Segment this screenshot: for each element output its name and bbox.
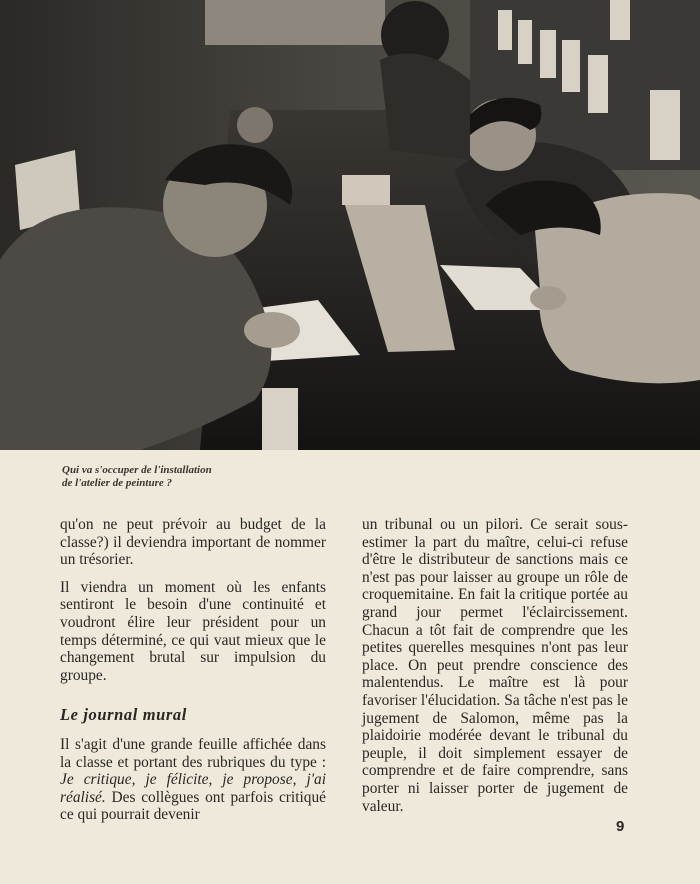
- section-heading: Le journal mural: [60, 705, 187, 725]
- left-paragraph-3-rubriques: Je critique, je félicite, je propose, j'ai réalisé.: [60, 771, 326, 806]
- right-paragraph-1: un tribunal ou un pilori. Ce serait sous-estimer la part du maître, celui-ci refuse d'être le distributeur de sanctions mais ce n'est pas pour laisser au groupe un rôle de croquemitaine. En fait la critique portée au grand jour permet l'éclaircissement. Chacun a tôt fait de comprendre que les petites querelles mesquines n'ont pas leur place. On peut prendre conscience des malentendus. Le maître est là pour favoriser l'élucidation. Sa tâche n'est pas le jugement de Salomon, même pas la plaidoirie modérée devant le tribunal du peuple, il doit simplement essayer de comprendre et de faire comprendre, sans porter ni laisser porter de jugement de valeur.: [362, 516, 628, 815]
- caption-line-1: Qui va s'occuper de l'installation: [62, 464, 212, 476]
- photo-caption: [62, 464, 362, 490]
- page-number: 9: [616, 818, 625, 835]
- left-paragraph-3: [60, 736, 326, 824]
- caption-line-2: de l'atelier de peinture ?: [62, 477, 172, 489]
- left-paragraph-3-start: Il s'agit d'une grande feuille affichée dans la classe et portant des rubriques du type :: [60, 735, 326, 771]
- right-column: [362, 516, 628, 825]
- left-paragraph-2: Il viendra un moment où les enfants sentiront le besoin d'une continuité et voudront élire leur président pour un temps déterminé, ce qui vaut mieux que le changement brutal sur impulsion du groupe.: [60, 578, 326, 684]
- left-column: [60, 516, 326, 834]
- left-paragraph-1: qu'on ne peut prévoir au budget de la classe?) il deviendra important de nommer un trésorier.: [60, 516, 326, 569]
- left-paragraph-3-end: Des collègues ont parfois critiqué ce qui pourrait devenir: [60, 788, 326, 824]
